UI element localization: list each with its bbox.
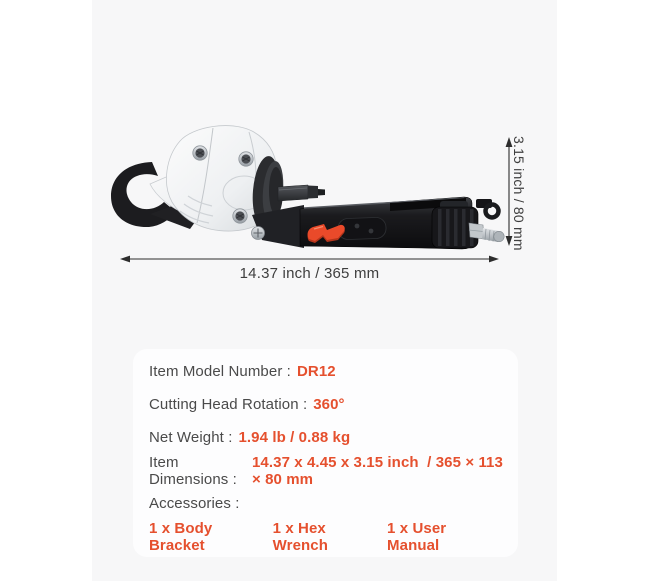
spec-label-rotation: Cutting Head Rotation : — [149, 396, 308, 413]
spec-card — [133, 349, 518, 557]
spec-row-rotation — [149, 388, 504, 421]
spec-label-accessories: Accessories : — [149, 495, 240, 512]
width-dimension-label: 14.37 inch / 365 mm — [239, 265, 380, 282]
accessory-item: 1 x User Manual — [387, 519, 451, 554]
accessory-item: 1 x Hex Wrench — [272, 519, 331, 554]
spec-value-weight: 1.94 lb / 0.88 kg — [238, 429, 351, 446]
accessories-list — [149, 520, 504, 553]
arm-recess-panel — [338, 217, 387, 240]
spec-row-dimensions — [149, 453, 508, 488]
spec-value-dimensions: 14.37 x 4.45 x 3.15 inch / 365 × 113 × 80 mm — [251, 453, 508, 488]
spec-value-rotation: 360° — [313, 396, 345, 413]
product-illustration — [92, 0, 557, 340]
width-dimension-line — [120, 256, 499, 263]
spec-row-weight — [149, 421, 504, 454]
spec-row-model — [149, 355, 504, 388]
drive-shank — [278, 185, 325, 201]
hex-screw — [239, 152, 253, 166]
end-hook — [476, 199, 499, 218]
arrow-right-icon — [489, 256, 499, 263]
height-dimension-label: 3.15 inch / 80 mm — [511, 136, 527, 251]
hex-screw — [233, 209, 247, 223]
spec-label-weight: Net Weight : — [149, 429, 233, 446]
spec-label-dimensions: Item Dimensions : — [149, 453, 237, 488]
spec-row-accessories — [149, 487, 504, 520]
spec-value-model: DR12 — [296, 363, 336, 380]
product-stage — [92, 0, 557, 581]
hex-screw — [193, 146, 207, 160]
accessory-item: 1 x Body Bracket — [149, 519, 217, 554]
arrow-left-icon — [120, 256, 130, 263]
spec-label-model: Item Model Number : — [149, 363, 291, 380]
phillips-screw — [252, 227, 265, 240]
